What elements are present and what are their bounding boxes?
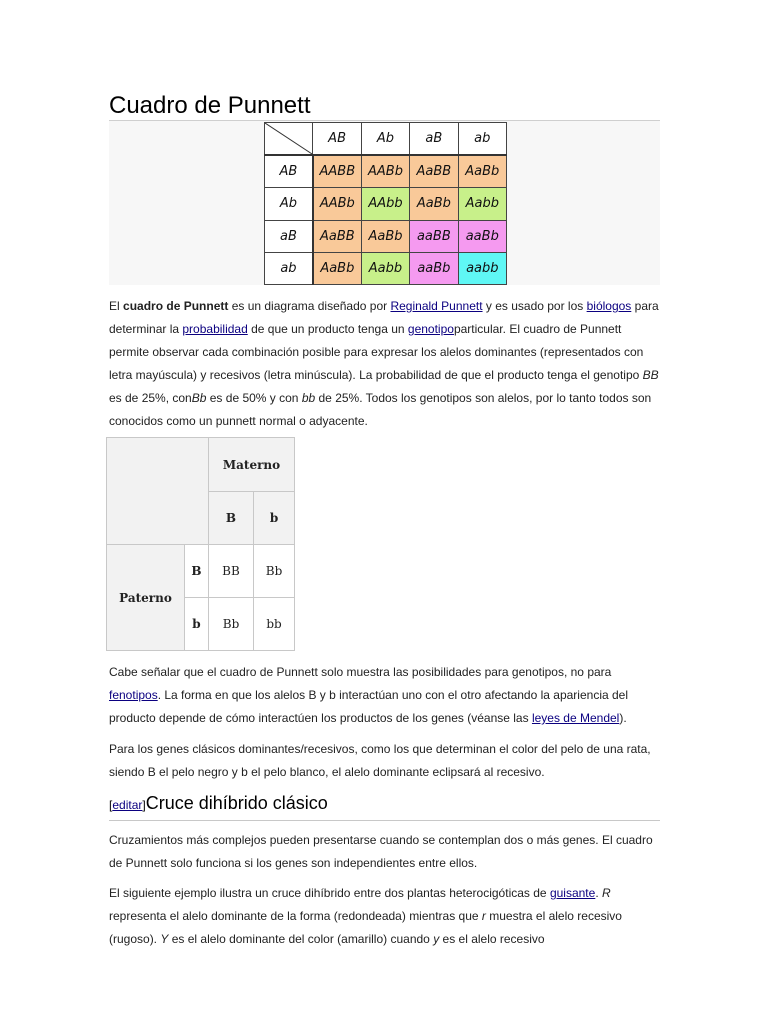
link-leyes-de-mendel[interactable]: leyes de Mendel — [531, 711, 620, 725]
link-probabilidad[interactable]: probabilidad — [182, 322, 248, 336]
genotype-cell: AAbb — [361, 188, 409, 220]
section-heading-dihibrido — [109, 788, 660, 821]
text: es un diagrama diseñado por — [228, 299, 391, 313]
text: El siguiente ejemplo ilustra un cruce dihíbrido entre dos plantas heterocigóticas de — [109, 886, 550, 900]
bold-term: cuadro de Punnett — [123, 299, 229, 313]
genotype-cell: aabb — [458, 252, 506, 284]
italic-genotype: bb — [301, 391, 316, 405]
maternal-allele: b — [254, 492, 295, 545]
genotype-cell: BB — [209, 545, 254, 598]
text: para determinar la — [109, 299, 659, 336]
text: El — [109, 299, 124, 313]
genotype-cell: AaBB — [410, 155, 458, 188]
genotype-cell: Bb — [254, 545, 295, 598]
link-genotipo[interactable]: genotipo — [407, 322, 454, 336]
text: es de 50% y con — [206, 391, 302, 405]
empty-corner-cell — [107, 438, 209, 545]
genotype-cell: aaBb — [458, 220, 506, 252]
column-header: ab — [458, 123, 506, 156]
edit-bracket: [ — [109, 798, 113, 812]
phenotype-note-paragraph — [109, 661, 664, 730]
cruzamientos-paragraph: Cruzamientos más complejos pueden presentarse cuando se contemplan dos o más genes. El cuadro de Punnett solo funciona si los genes son independientes entre ellos. — [109, 833, 653, 870]
genotype-cell: aaBB — [410, 220, 458, 252]
text: es de 25%, con — [109, 391, 192, 405]
text: de 25%. Todos los genotipos son alelos, por lo tanto todos son conocidos como un punnett normal o adyacente. — [109, 391, 652, 428]
section-title: Cruce dihíbrido clásico — [145, 793, 328, 813]
intro-paragraph — [109, 295, 664, 433]
genotype-cell: bb — [254, 598, 295, 651]
column-header: AB — [313, 123, 361, 156]
genotype-cell: Bb — [209, 598, 254, 651]
monohybrid-punnett-table — [106, 437, 295, 651]
italic-genotype: BB — [642, 368, 659, 382]
text: es el alelo recesivo — [439, 932, 545, 946]
column-header: aB — [410, 123, 458, 156]
genotype-cell: AaBB — [313, 220, 361, 252]
materno-header: Materno — [209, 438, 295, 492]
genotype-cell: AaBb — [313, 252, 361, 284]
text: Cabe señalar que el cuadro de Punnett solo muestra las posibilidades para genotipos, no para — [109, 665, 612, 679]
genotype-cell: AaBb — [361, 220, 409, 252]
row-header: Ab — [265, 188, 313, 220]
text: es el alelo dominante del color (amarillo) cuando — [168, 932, 434, 946]
italic-allele: r — [481, 909, 486, 923]
paterno-header: Paterno — [107, 545, 185, 651]
italic-allele: Y — [160, 932, 169, 946]
text: . — [595, 886, 602, 900]
row-header: AB — [265, 155, 313, 188]
genotype-cell: AABb — [361, 155, 409, 188]
genotype-cell: AABB — [313, 155, 361, 188]
column-header: Ab — [361, 123, 409, 156]
genotype-cell: aaBb — [410, 252, 458, 284]
genotype-cell: Aabb — [458, 188, 506, 220]
paternal-allele: B — [185, 545, 209, 598]
text: ). — [619, 711, 627, 725]
example-paragraph — [109, 882, 664, 951]
dihybrid-punnett-square — [264, 122, 507, 285]
genotype-cell: AaBb — [410, 188, 458, 220]
link-fenotipos[interactable]: fenotipos — [109, 688, 158, 702]
link-guisante[interactable]: guisante — [549, 886, 596, 900]
text: . La forma en que los alelos B y b interactúan uno con el otro afectando la apariencia del producto depende de cómo interactúen los productos de los genes (véanse las — [109, 688, 629, 725]
link-reginald-punnett[interactable]: Reginald Punnett — [390, 299, 483, 313]
edit-bracket: ] — [142, 798, 146, 812]
genotype-cell: AaBb — [458, 155, 506, 188]
genotype-cell: AABb — [313, 188, 361, 220]
maternal-allele: B — [209, 492, 254, 545]
diagonal-line-icon — [265, 123, 312, 154]
italic-genotype: Bb — [191, 391, 207, 405]
text: particular. El cuadro de Punnett permite observar cada combinación posible para expresar los alelos dominantes (representados con letra mayúscula) y recesivos (letra minúscula). La probabilidad de que el producto tenga el genotipo — [109, 322, 644, 382]
paternal-allele: b — [185, 598, 209, 651]
text: de que un producto tenga un — [247, 322, 408, 336]
row-header: ab — [265, 252, 313, 284]
text: y es usado por los — [482, 299, 587, 313]
text: representa el alelo dominante de la forma (redondeada) mientras que — [109, 909, 482, 923]
edit-link[interactable]: editar — [112, 798, 143, 812]
page-title: Cuadro de Punnett — [109, 92, 311, 119]
italic-allele: y — [433, 932, 440, 946]
italic-allele: R — [601, 886, 611, 900]
dominant-recessive-paragraph: Para los genes clásicos dominantes/recesivos, como los que determinan el color del pelo de una rata, siendo B el pelo negro y b el pelo blanco, el alelo dominante eclipsará al recesivo. — [109, 742, 651, 779]
genotype-cell: Aabb — [361, 252, 409, 284]
text: muestra el alelo recesivo (rugoso). — [109, 909, 622, 946]
link-biologos[interactable]: biólogos — [586, 299, 632, 313]
row-header: aB — [265, 220, 313, 252]
corner-cell — [265, 123, 313, 156]
